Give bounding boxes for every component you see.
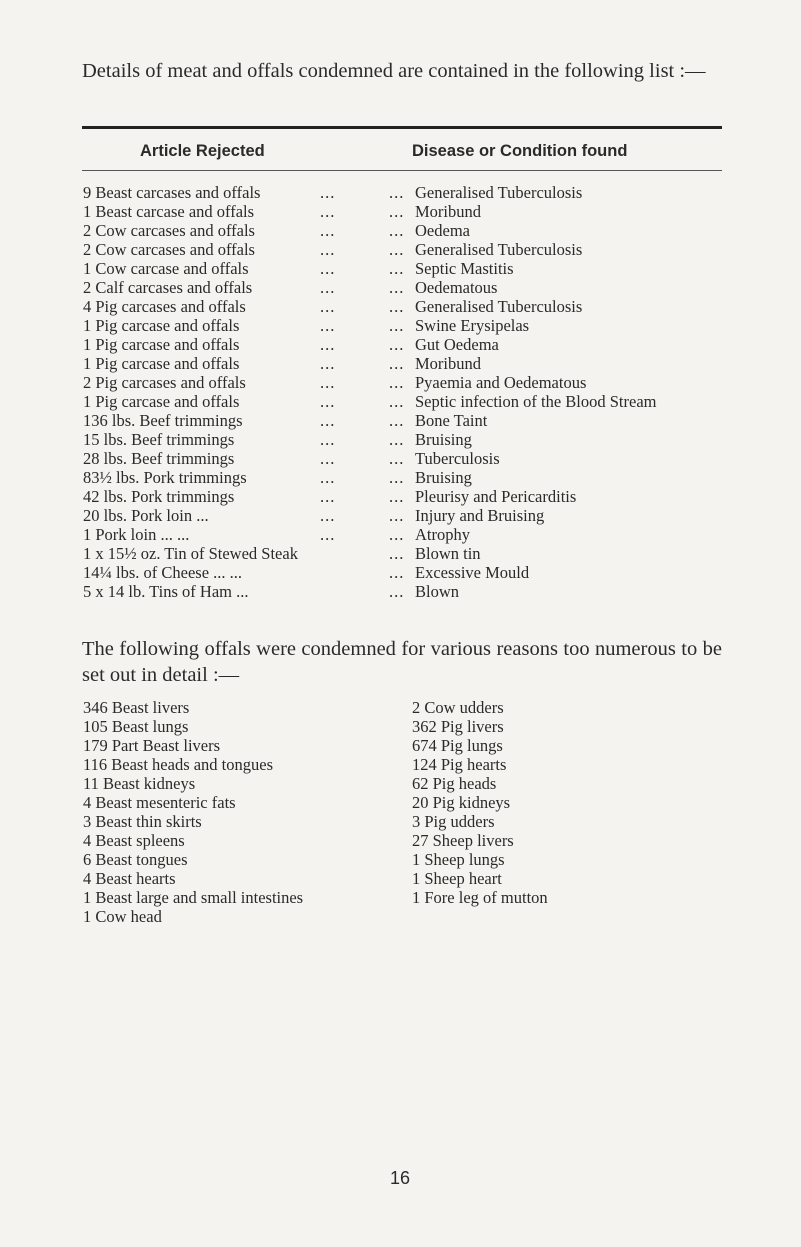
leader-dots: ...	[320, 373, 336, 392]
leader-dots: ...	[320, 411, 336, 430]
leader-dots: ...	[320, 316, 336, 335]
list-item: 6 Beast tongues	[83, 850, 188, 869]
leader-dots: ...	[389, 468, 405, 487]
leader-dots: ...	[389, 316, 405, 335]
list-item: 3 Pig udders	[412, 812, 495, 831]
article-cell: 1 x 15½ oz. Tin of Stewed Steak	[83, 544, 298, 563]
disease-cell: Generalised Tuberculosis	[415, 183, 583, 202]
leader-dots: ...	[389, 392, 405, 411]
article-cell: 5 x 14 lb. Tins of Ham ...	[83, 582, 249, 601]
leader-dots: ...	[320, 202, 336, 221]
list-item: 674 Pig lungs	[412, 736, 503, 755]
leader-dots: ...	[389, 183, 405, 202]
leader-dots: ...	[320, 449, 336, 468]
disease-cell: Pleurisy and Pericarditis	[415, 487, 577, 506]
leader-dots: ...	[389, 259, 405, 278]
disease-cell: Oedema	[415, 221, 470, 240]
leader-dots: ...	[389, 240, 405, 259]
disease-cell: Blown tin	[415, 544, 481, 563]
table-row	[83, 183, 783, 202]
article-cell: 1 Pig carcase and offals	[83, 354, 240, 373]
list-item: 11 Beast kidneys	[83, 774, 196, 793]
article-cell: 83½ lbs. Pork trimmings	[83, 468, 247, 487]
disease-cell: Blown	[415, 582, 460, 601]
article-cell: 20 lbs. Pork loin ...	[83, 506, 209, 525]
leader-dots: ...	[389, 563, 405, 582]
table-row	[83, 411, 783, 430]
disease-cell: Generalised Tuberculosis	[415, 297, 583, 316]
list-item: 4 Beast hearts	[83, 869, 176, 888]
table-row	[83, 316, 783, 335]
article-cell: 2 Cow carcases and offals	[83, 240, 255, 259]
disease-cell: Moribund	[415, 354, 481, 373]
list-item: 1 Cow head	[83, 907, 162, 926]
leader-dots: ...	[320, 240, 336, 259]
leader-dots: ...	[320, 354, 336, 373]
leader-dots: ...	[389, 506, 405, 525]
article-cell: 1 Pig carcase and offals	[83, 316, 240, 335]
table-row	[83, 430, 783, 449]
article-cell: 1 Beast carcase and offals	[83, 202, 255, 221]
article-cell: 1 Cow carcase and offals	[83, 259, 249, 278]
leader-dots: ...	[389, 221, 405, 240]
table-row	[83, 259, 783, 278]
list-item: 346 Beast livers	[83, 698, 190, 717]
table-row	[83, 506, 783, 525]
disease-cell: Excessive Mould	[415, 563, 530, 582]
disease-cell: Septic Mastitis	[415, 259, 514, 278]
table-header-rule	[82, 170, 722, 171]
leader-dots: ...	[320, 183, 336, 202]
leader-dots: ...	[320, 259, 336, 278]
disease-cell: Gut Oedema	[415, 335, 499, 354]
list-item: 124 Pig hearts	[412, 755, 507, 774]
list-item: 20 Pig kidneys	[412, 793, 511, 812]
disease-cell: Atrophy	[415, 525, 470, 544]
list-item: 3 Beast thin skirts	[83, 812, 202, 831]
list-item: 1 Sheep lungs	[412, 850, 505, 869]
leader-dots: ...	[389, 278, 405, 297]
list-item: 2 Cow udders	[412, 698, 504, 717]
article-cell: 1 Pork loin ... ...	[83, 525, 190, 544]
list-item: 105 Beast lungs	[83, 717, 189, 736]
leader-dots: ...	[389, 544, 405, 563]
disease-cell: Oedematous	[415, 278, 498, 297]
leader-dots: ...	[320, 506, 336, 525]
leader-dots: ...	[320, 221, 336, 240]
disease-cell: Swine Erysipelas	[415, 316, 530, 335]
leader-dots: ...	[320, 335, 336, 354]
article-cell: 14¼ lbs. of Cheese ... ...	[83, 563, 243, 582]
leader-dots: ...	[389, 525, 405, 544]
leader-dots: ...	[320, 297, 336, 316]
table-row	[83, 468, 783, 487]
disease-cell: Bruising	[415, 430, 472, 449]
article-cell: 28 lbs. Beef trimmings	[83, 449, 235, 468]
list-item: 62 Pig heads	[412, 774, 497, 793]
list-item: 4 Beast mesenteric fats	[83, 793, 236, 812]
disease-cell: Injury and Bruising	[415, 506, 545, 525]
article-cell: 4 Pig carcases and offals	[83, 297, 246, 316]
leader-dots: ...	[320, 278, 336, 297]
condemned-table	[83, 183, 783, 601]
page-number: 16	[389, 1168, 411, 1188]
article-cell: 9 Beast carcases and offals	[83, 183, 261, 202]
table-row	[83, 354, 783, 373]
disease-cell: Bone Taint	[415, 411, 488, 430]
leader-dots: ...	[389, 202, 405, 221]
leader-dots: ...	[389, 373, 405, 392]
table-row	[83, 202, 783, 221]
leader-dots: ...	[320, 525, 336, 544]
article-cell: 2 Calf carcases and offals	[83, 278, 253, 297]
table-row	[83, 278, 783, 297]
list-item: 1 Beast large and small intestines	[83, 888, 304, 907]
list-item: 179 Part Beast livers	[83, 736, 221, 755]
list-item: 27 Sheep livers	[412, 831, 514, 850]
list-item: 4 Beast spleens	[83, 831, 185, 850]
offals-paragraph: The following offals were condemned for various reasons too numerous to be set out in detail :—	[82, 638, 722, 686]
table-row	[83, 582, 783, 601]
intro-text: Details of meat and offals condemned are contained in the following list :—	[82, 60, 706, 82]
list-item: 116 Beast heads and tongues	[83, 755, 274, 774]
leader-dots: ...	[389, 487, 405, 506]
leader-dots: ...	[389, 354, 405, 373]
leader-dots: ...	[389, 297, 405, 316]
list-item: 1 Fore leg of mutton	[412, 888, 548, 907]
leader-dots: ...	[389, 411, 405, 430]
leader-dots: ...	[389, 582, 405, 601]
disease-cell: Generalised Tuberculosis	[415, 240, 583, 259]
article-cell: 15 lbs. Beef trimmings	[83, 430, 235, 449]
article-cell: 2 Cow carcases and offals	[83, 221, 255, 240]
table-row	[83, 240, 783, 259]
table-row	[83, 563, 783, 582]
article-cell: 42 lbs. Pork trimmings	[83, 487, 235, 506]
list-item: 1 Sheep heart	[412, 869, 502, 888]
table-row	[83, 525, 783, 544]
leader-dots: ...	[389, 430, 405, 449]
disease-cell: Pyaemia and Oedematous	[415, 373, 587, 392]
offals-list-left	[83, 698, 303, 926]
table-row	[83, 221, 783, 240]
leader-dots: ...	[320, 487, 336, 506]
table-top-rule	[82, 126, 722, 129]
disease-cell: Tuberculosis	[415, 449, 500, 468]
table-row	[83, 297, 783, 316]
leader-dots: ...	[389, 335, 405, 354]
disease-cell: Moribund	[415, 202, 481, 221]
article-cell: 136 lbs. Beef trimmings	[83, 411, 243, 430]
article-cell: 1 Pig carcase and offals	[83, 392, 240, 411]
table-row	[83, 392, 783, 411]
offals-list-right	[412, 698, 548, 907]
table-row	[83, 449, 783, 468]
article-cell: 1 Pig carcase and offals	[83, 335, 240, 354]
header-disease-condition: Disease or Condition found	[412, 142, 628, 160]
table-row	[83, 373, 783, 392]
table-row	[83, 335, 783, 354]
disease-cell: Bruising	[415, 468, 472, 487]
disease-cell: Septic infection of the Blood Stream	[415, 392, 657, 411]
header-article-rejected: Article Rejected	[140, 142, 265, 160]
article-cell: 2 Pig carcases and offals	[83, 373, 246, 392]
table-row	[83, 487, 783, 506]
list-item: 362 Pig livers	[412, 717, 504, 736]
leader-dots: ...	[320, 468, 336, 487]
table-row	[83, 544, 783, 563]
leader-dots: ...	[320, 430, 336, 449]
leader-dots: ...	[389, 449, 405, 468]
leader-dots: ...	[320, 392, 336, 411]
